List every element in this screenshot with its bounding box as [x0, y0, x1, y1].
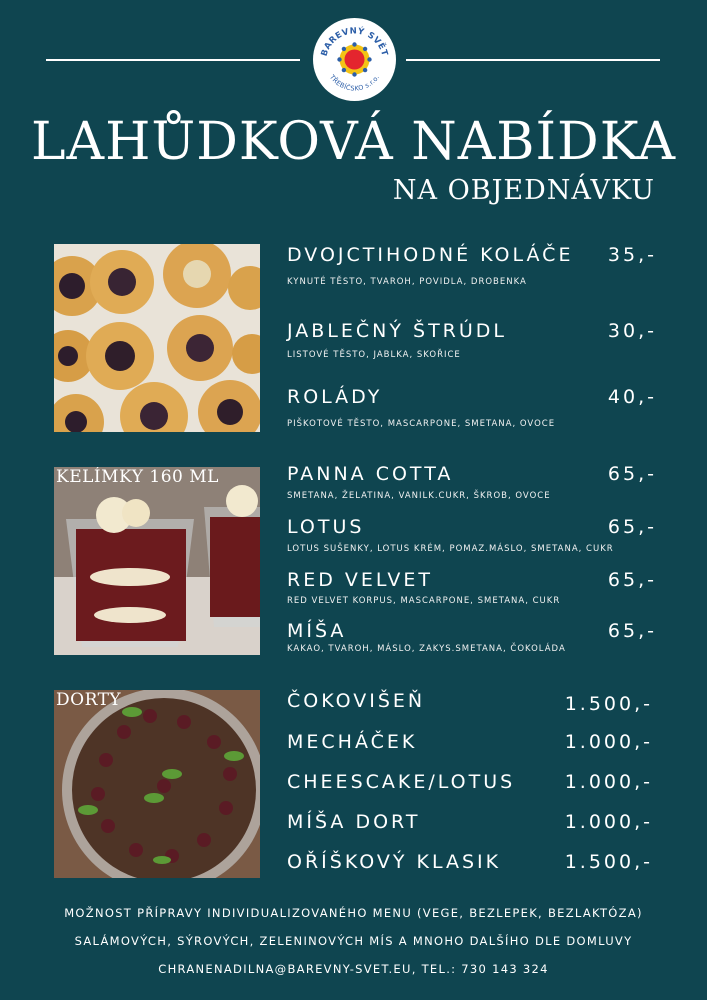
item-name-misa: MÍŠA — [287, 620, 347, 642]
item-price-lotus: 65,- — [607, 516, 657, 538]
item-desc-panna-cotta: SMETANA, ŽELATINA, VANILK.CUKR, ŠKROB, OVOCE — [287, 491, 551, 501]
item-desc-lotus: LOTUS SUŠENKY, LOTUS KRÉM, POMAZ.MÁSLO, SMETANA, CUKR — [287, 544, 614, 554]
item-price-red-velvet: 65,- — [607, 569, 657, 591]
item-name-panna-cotta: PANNA COTTA — [287, 463, 454, 485]
item-desc-dvojctihodne-kolace: KYNUTÉ TĚSTO, TVAROH, POVIDLA, DROBENKA — [287, 277, 527, 287]
item-price-misa: 65,- — [607, 620, 657, 642]
item-name-lotus: LOTUS — [287, 516, 365, 538]
item-name-misa-dort: MÍŠA DORT — [287, 811, 421, 833]
dorty-photo — [54, 690, 260, 878]
item-name-red-velvet: RED VELVET — [287, 569, 433, 591]
footer-extra-note: SALÁMOVÝCH, SÝROVÝCH, ZELENINOVÝCH MÍS A MNOHO DALŠÍHO DLE DOMLUVY — [74, 934, 633, 948]
item-name-cheescake-lotus: CHEESCAKE/LOTUS — [287, 771, 516, 793]
item-price-cheescake-lotus: 1.000,- — [564, 771, 653, 793]
item-price-rolady: 40,- — [607, 386, 657, 408]
kolace-photo — [54, 244, 260, 432]
footer-menu-note: MOŽNOST PŘÍPRAVY INDIVIDUALIZOVANÉHO MENU (VEGE, BEZLEPEK, BEZLAKTÓZA) — [64, 906, 643, 920]
item-desc-misa: KAKAO, TVAROH, MÁSLO, ZAKYS.SMETANA, ČOKOLÁDA — [287, 644, 566, 654]
item-desc-rolady: PIŠKOTOVÉ TĚSTO, MASCARPONE, SMETANA, OVOCE — [287, 419, 556, 429]
item-price-oriskovy-klasik: 1.500,- — [564, 851, 653, 873]
page-subtitle: NA OBJEDNÁVKU — [392, 175, 655, 206]
kelimky-photo — [54, 467, 260, 655]
item-name-cokovisen: ČOKOVIŠEŇ — [287, 690, 426, 712]
item-name-rolady: ROLÁDY — [287, 386, 383, 408]
footer-contact: CHRANENADILNA@BAREVNY-SVET.EU, TEL.: 730 143 324 — [158, 962, 549, 976]
logo-sun-icon — [337, 42, 371, 76]
logo-sub-text: TŘEBÍČSKO s.r.o. — [327, 73, 382, 93]
item-price-mechacek: 1.000,- — [564, 731, 653, 753]
item-price-panna-cotta: 65,- — [607, 463, 657, 485]
item-desc-red-velvet: RED VELVET KORPUS, MASCARPONE, SMETANA, CUKR — [287, 596, 561, 606]
item-price-misa-dort: 1.000,- — [564, 811, 653, 833]
item-name-jablecny-strudl: JABLEČNÝ ŠTRÚDL — [287, 320, 508, 342]
item-price-dvojctihodne-kolace: 35,- — [607, 244, 657, 266]
dorty-label: DORTY — [56, 690, 122, 710]
item-price-jablecny-strudl: 30,- — [607, 320, 657, 342]
item-price-cokovisen: 1.500,- — [564, 693, 653, 715]
item-name-mechacek: MECHÁČEK — [287, 731, 418, 753]
item-name-oriskovy-klasik: OŘÍŠKOVÝ KLASIK — [287, 851, 502, 873]
top-line-left — [46, 59, 300, 61]
item-desc-jablecny-strudl: LISTOVÉ TĚSTO, JABLKA, SKOŘICE — [287, 350, 461, 360]
top-line-right — [406, 59, 660, 61]
page-title: LAHŮDKOVÁ NABÍDKA — [30, 112, 676, 172]
logo-brand-text: BAREVNÝ SVĚT — [319, 26, 390, 58]
item-name-dvojctihodne-kolace: DVOJCTIHODNÉ KOLÁČE — [287, 244, 574, 266]
company-logo — [313, 18, 396, 101]
kelimky-label: KELÍMKY 160 ML — [56, 467, 219, 487]
